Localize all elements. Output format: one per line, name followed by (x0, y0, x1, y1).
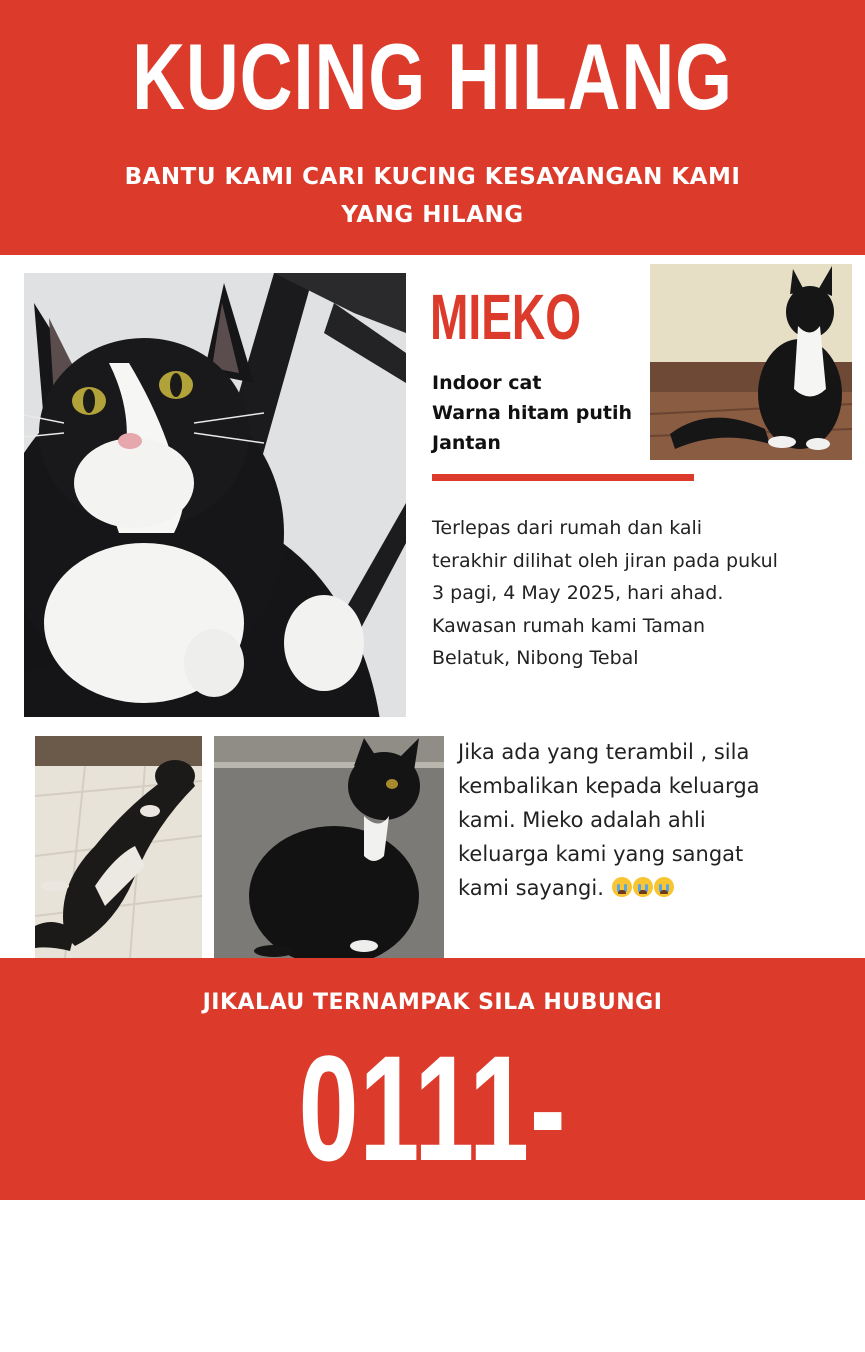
cat-photo-outdoor (214, 736, 444, 958)
cat-photo-sitting (650, 264, 852, 460)
plea-line: kami. Mieko adalah ahli (458, 808, 706, 832)
description-line: Kawasan rumah kami Taman (432, 614, 706, 637)
cat-photo-closeup (24, 273, 406, 717)
description-line: Terlepas dari rumah dan kali (432, 517, 703, 539)
plea-line-last (458, 871, 858, 905)
plea-line: Jika ada yang terambil , sila (458, 740, 750, 764)
trait-item: Indoor cat (432, 372, 542, 394)
crying-face-icon (633, 877, 653, 897)
description-line: Belatuk, Nibong Tebal (432, 647, 639, 669)
header-band (0, 0, 865, 255)
plea-line: keluarga kami yang sangat (458, 842, 744, 866)
subtitle-line: YANG HILANG (341, 202, 524, 228)
section-divider (432, 474, 694, 481)
crying-face-icon (654, 877, 674, 897)
plea-line: kami sayangi. (458, 876, 604, 900)
contact-label: JIKALAU TERNAMPAK SILA HUBUNGI (202, 990, 663, 1015)
trait-item: Warna hitam putih (432, 402, 633, 424)
subtitle-line: BANTU KAMI CARI KUCING KESAYANGAN KAMI (124, 164, 741, 190)
cat-traits-list (432, 368, 632, 458)
plea-line: kembalikan kepada keluarga (458, 774, 760, 798)
contact-phone-number: 0111-9032084 (219, 1024, 646, 1352)
poster-subtitle (60, 158, 805, 234)
trait-item: Jantan (432, 432, 501, 454)
cat-last-seen-description (432, 512, 857, 675)
crying-face-icon (612, 877, 632, 897)
description-line: 3 pagi, 4 May 2025, hari ahad. (432, 582, 724, 604)
description-line: terakhir dilihat oleh jiran pada pukul (432, 549, 778, 572)
cat-name: MIEKO (430, 281, 582, 353)
cat-photo-lying (35, 736, 202, 958)
return-plea (458, 735, 858, 905)
poster-title: KUCING HILANG (132, 24, 733, 129)
